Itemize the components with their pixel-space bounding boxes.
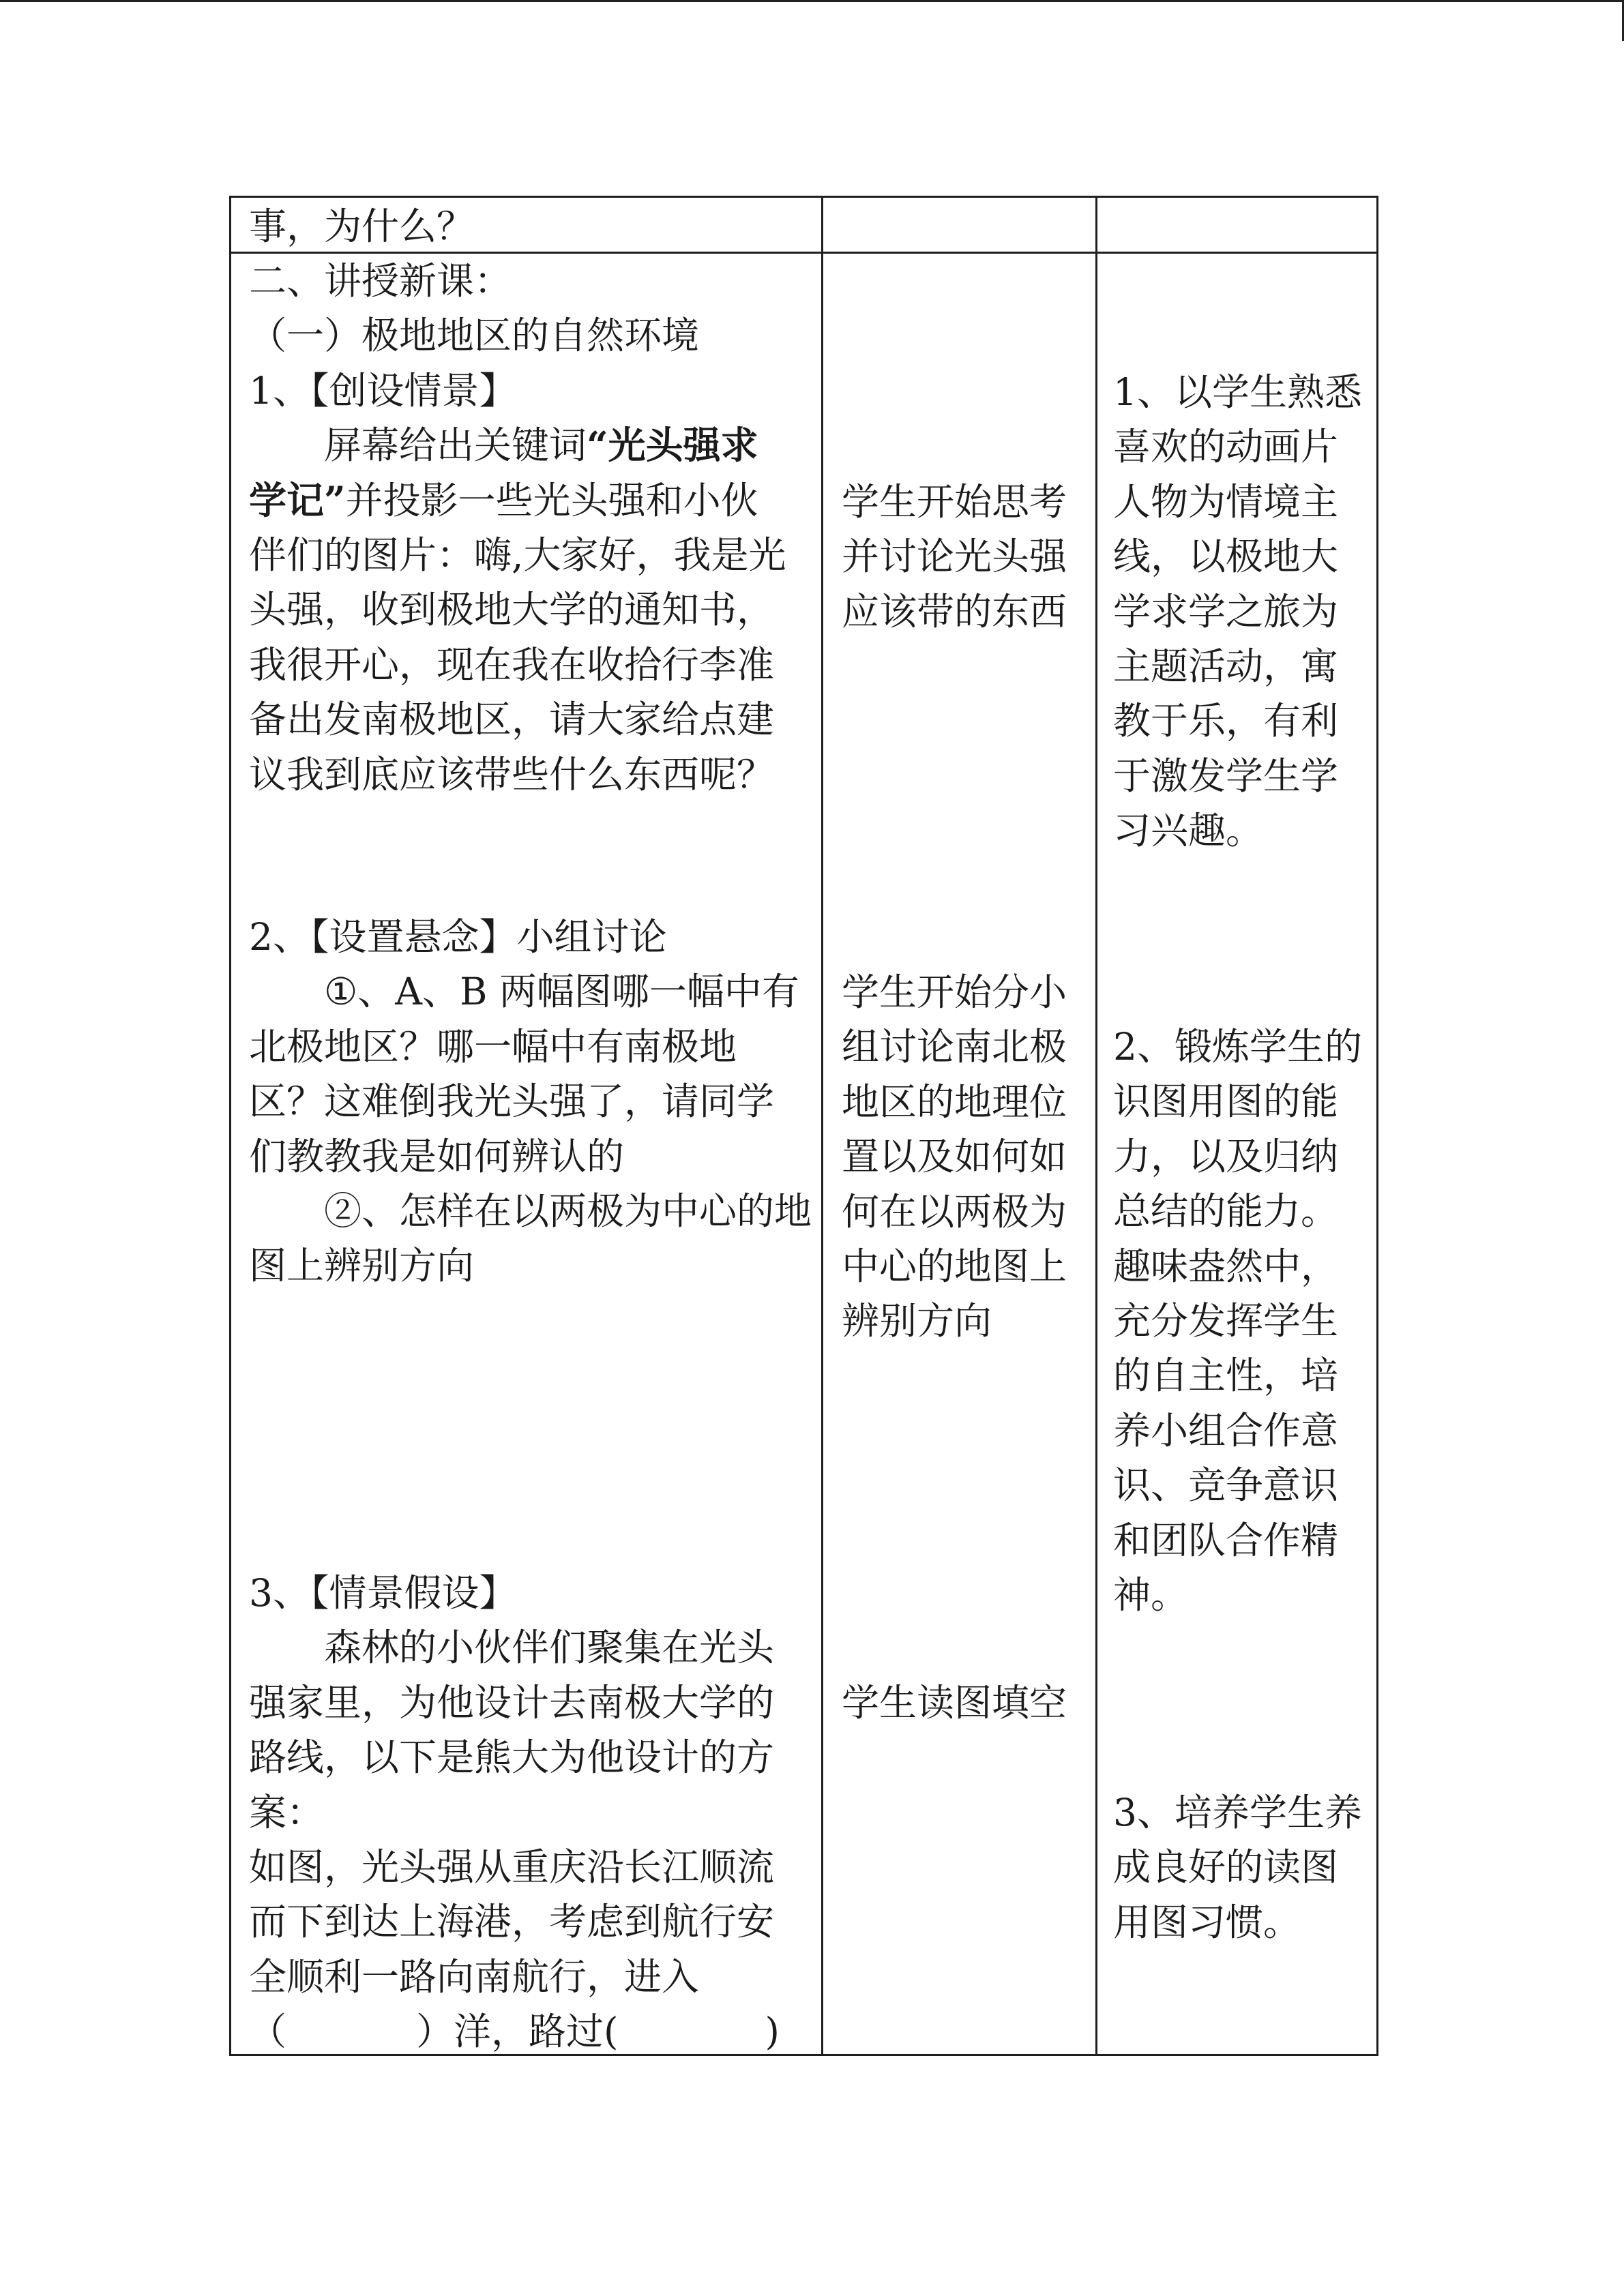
student-activity-group-discussion-block <box>842 965 1067 1349</box>
subsection-heading: （一）极地地区的自然环境 <box>249 314 700 358</box>
student-activity-cell <box>821 252 1097 2056</box>
text-segment: 并投影一些光头强和小伙 <box>345 478 758 522</box>
text-line: 识图用图的能 <box>1113 1079 1339 1124</box>
text-line: 森林的小伙伴们聚集在光头 <box>324 1626 775 1670</box>
keyword-emphasis: “光头强求 <box>587 423 758 468</box>
text-line: 北极地区？哪一幅中有南极地 <box>249 1024 737 1069</box>
text-line: 应该带的东西 <box>842 589 1067 633</box>
scenario-hypothesis-block <box>249 1566 780 2059</box>
text-line: 用图习惯。 <box>1113 1900 1301 1944</box>
text-line: 组讨论南北极 <box>842 1025 1067 1069</box>
text-line: ①、A、B 两幅图哪一幅中有 <box>324 970 799 1014</box>
text-line: 神。 <box>1113 1572 1189 1617</box>
text-line: 力，以及归纳 <box>1113 1134 1339 1178</box>
text-line: 置以及如何如 <box>842 1135 1067 1179</box>
design-intent-cell <box>1095 196 1378 254</box>
text-line: 和团队合作精 <box>1113 1518 1339 1562</box>
text-line: 何在以两极为 <box>842 1189 1067 1234</box>
text-line: 主题活动，寓 <box>1113 644 1339 688</box>
text-line: 议我到底应该带些什么东西呢？ <box>249 752 775 796</box>
keyword-emphasis: 学记” <box>249 477 346 522</box>
suspense-discussion-block <box>249 910 812 1294</box>
text-line: 区？这难倒我光头强了，请同学 <box>249 1079 775 1124</box>
text-line: 并讨论光头强 <box>842 535 1067 579</box>
section-heading: 二、讲授新课： <box>249 259 512 303</box>
text-line: 线，以极地大 <box>1113 535 1339 579</box>
new-lesson-intro-block <box>249 254 786 802</box>
text-line: 人物为情境主 <box>1113 479 1339 524</box>
text-line: 的自主性，培 <box>1113 1354 1339 1398</box>
design-intent-cell <box>1095 252 1378 2056</box>
page-edge-top <box>0 0 1624 2</box>
text-line: 事，为什么？ <box>249 205 475 248</box>
text-line: 于激发学生学 <box>1113 754 1339 798</box>
design-intent-skills-block <box>1113 1019 1362 1622</box>
text-line: 识、竞争意识 <box>1113 1463 1339 1508</box>
text-line: 辨别方向 <box>842 1299 992 1343</box>
text-line: 充分发挥学生 <box>1113 1298 1339 1343</box>
student-activity-think-block <box>842 475 1067 639</box>
step-heading: 2、【设置悬念】小组讨论 <box>249 915 667 959</box>
design-intent-scenario-block <box>1113 365 1362 859</box>
text-line: 案： <box>249 1790 325 1834</box>
text-line: 1、以学生熟悉 <box>1113 370 1362 414</box>
text-line: 学生读图填空 <box>842 1681 1067 1725</box>
text-line: 强家里，为他设计去南极大学的 <box>249 1680 775 1725</box>
text-line: ②、怎样在以两极为中心的地 <box>324 1189 812 1233</box>
step-heading: 1、【创设情景】 <box>249 368 517 413</box>
text-segment: ）洋，路过( <box>416 2010 619 2054</box>
text-line: 学生开始分小 <box>842 970 1067 1014</box>
text-line: 中心的地图上 <box>842 1244 1067 1288</box>
text-line: 我很开心，现在我在收拾行李准 <box>249 642 775 687</box>
text-line: 趣味盎然中， <box>1113 1244 1339 1288</box>
text-line: 全顺利一路向南航行，进入 <box>249 1954 700 1999</box>
text-line: 而下到达上海港，考虑到航行安 <box>249 1900 775 1944</box>
design-intent-habits-block <box>1113 1785 1362 1950</box>
teaching-content-cell <box>229 252 823 2056</box>
text-line: 2、锻炼学生的 <box>1113 1025 1362 1069</box>
text-line: 养小组合作意 <box>1113 1408 1339 1452</box>
teaching-content-cell <box>229 196 823 254</box>
text-line: 3、培养学生养 <box>1113 1791 1362 1834</box>
continued-question-text <box>249 200 474 254</box>
text-segment: 屏幕给出关键词 <box>324 423 587 468</box>
text-line: 总结的能力。 <box>1113 1189 1339 1234</box>
text-line: 如图，光头强从重庆沿长江顺流 <box>249 1845 775 1889</box>
text-line: 们教教我是如何辨认的 <box>249 1134 625 1178</box>
text-segment: ) <box>765 2010 780 2054</box>
text-line <box>249 473 786 528</box>
text-line: 图上辨别方向 <box>249 1244 475 1288</box>
text-line: 路线，以下是熊大为他设计的方 <box>249 1735 775 1780</box>
text-line: 地区的地理位 <box>842 1079 1067 1124</box>
student-activity-cell <box>821 196 1097 254</box>
text-line: 学求学之旅为 <box>1113 589 1339 633</box>
text-line <box>249 418 786 473</box>
text-line: 成良好的读图 <box>1113 1845 1339 1890</box>
step-heading: 3、【情景假设】 <box>249 1571 517 1615</box>
text-line: 伴们的图片：嗨,大家好，我是光 <box>249 533 786 577</box>
text-line: 教于乐，有利 <box>1113 699 1339 743</box>
text-line: 学生开始思考 <box>842 480 1067 524</box>
text-segment: （ <box>249 2010 287 2054</box>
text-line: 头强，收到极地大学的通知书， <box>249 588 775 632</box>
student-activity-map-reading-block <box>842 1675 1067 1730</box>
text-line: 备出发南极地区，请大家给点建 <box>249 698 775 742</box>
fill-in-blank-line <box>249 2004 780 2059</box>
text-line: 喜欢的动画片 <box>1113 425 1339 469</box>
text-line: 习兴趣。 <box>1113 809 1264 853</box>
